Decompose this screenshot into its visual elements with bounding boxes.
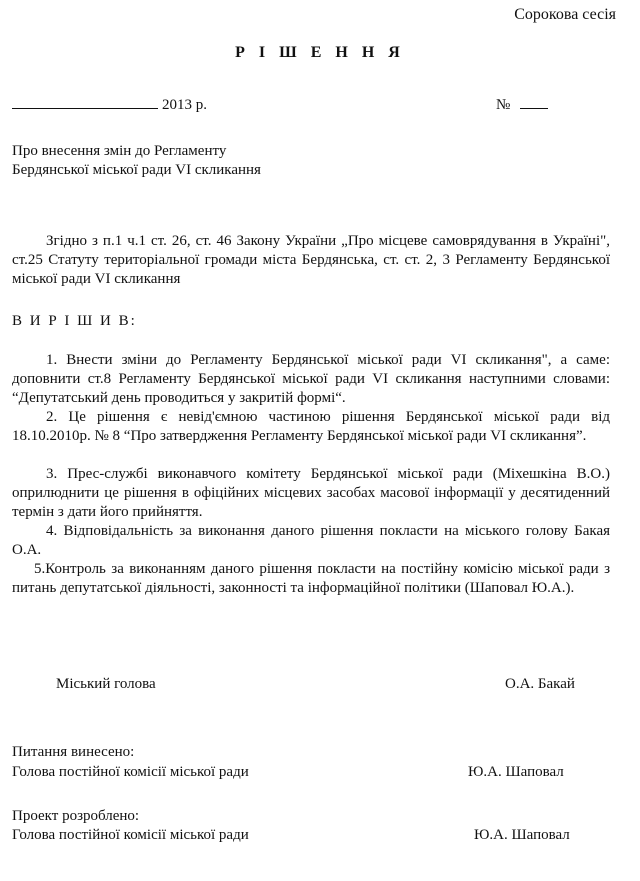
document-title: Р І Ш Е Н Н Я [235, 44, 405, 61]
submitted-label: Питання винесено: [12, 744, 135, 760]
preamble-paragraph: Згідно з п.1 ч.1 ст. 26, ст. 46 Закону України „Про місцеве самоврядування в Україні", ст.25 Статуту територіальної громади міста Бердянська, ст. ст. 2, 3 Регламенту Бердянської міської ради VI скликання [12, 233, 610, 287]
date-blank [12, 95, 158, 109]
subject-line-1: Про внесення змін до Регламенту [12, 143, 227, 159]
mayor-position: Міський голова [56, 676, 156, 692]
submitted-position: Голова постійної комісії міської ради [12, 764, 249, 780]
resolved-heading: В И Р І Ш И В: [12, 313, 137, 329]
drafted-label: Проект розроблено: [12, 808, 140, 824]
session-label: Сорокова сесія [514, 6, 616, 23]
item-4: 4. Відповідальність за виконання даного рішення покласти на міського голову Бакая О.А. [12, 523, 610, 558]
item-2: 2. Це рішення є невід'ємною частиною рішення Бердянської міської ради від 18.10.2010р. № 8 “Про затвердження Регламенту Бердянської міської ради VI скликання”. [12, 409, 610, 444]
date-line [12, 95, 207, 114]
submitted-name: Ю.А. Шаповал [468, 764, 564, 780]
item-1: 1. Внести зміни до Регламенту Бердянської міської ради VI скликання", а саме: доповнити ст.8 Регламенту Бердянської міської ради VI скликання наступними словами: “Депутатський день проводиться у закритій формі“. [12, 352, 610, 406]
mayor-name: О.А. Бакай [505, 676, 575, 692]
number-blank [520, 95, 548, 109]
subject-block [12, 142, 261, 180]
drafted-name: Ю.А. Шаповал [474, 827, 570, 843]
subject-line-2: Бердянської міської ради VI скликання [12, 162, 261, 178]
number-label: № [496, 97, 511, 113]
date-year: 2013 р. [162, 97, 207, 113]
item-5: 5.Контроль за виконанням даного рішення покласти на постійну комісію міської ради з питань депутатської діяльності, законності та інформаційної політики (Шаповал Ю.А.). [12, 561, 610, 596]
drafted-position: Голова постійної комісії міської ради [12, 827, 249, 843]
number-line [496, 95, 548, 114]
item-3: 3. Прес-службі виконавчого комітету Бердянської міської ради (Міхешкіна В.О.) оприлюднити це рішення в офіційних місцевих засобах масової інформації у десятиденний термін з дати його прийняття. [12, 466, 610, 520]
